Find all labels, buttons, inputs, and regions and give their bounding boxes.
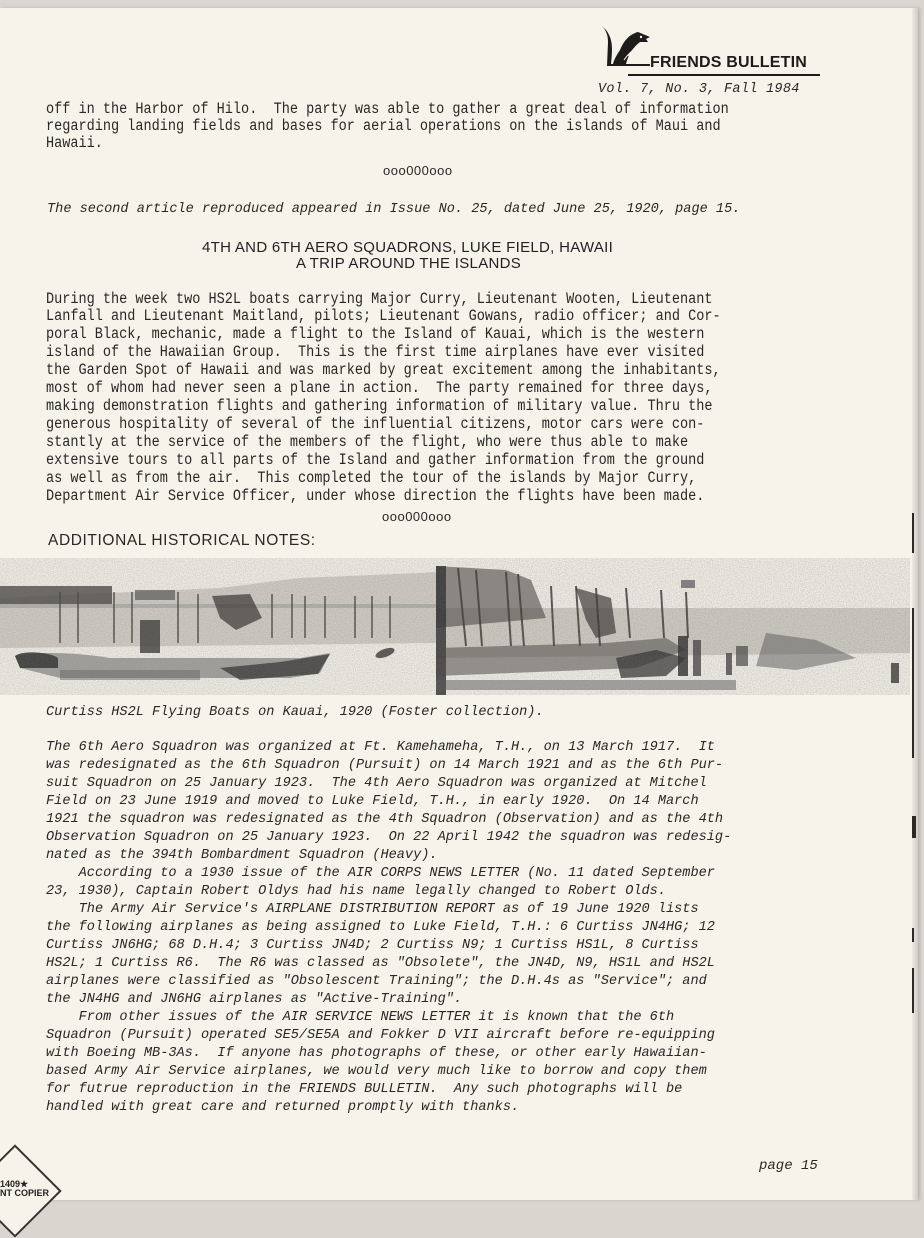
text-line: handled with great care and returned promptly with thanks. [46,1100,520,1115]
text-line: 1921 the squadron was redesignated as the 4th Squadron (Observation) and as the 4th [46,812,724,827]
photo-caption: Curtiss HS2L Flying Boats on Kauai, 1920 (Foster collection). [46,705,544,720]
margin-mark [912,968,914,1013]
text-line: The 6th Aero Squadron was organized at Ft. Kamehameha, T.H., on 13 March 1917. It [46,740,715,755]
page-edge [912,8,918,1200]
stamp-label: NT COPIER [0,1188,50,1198]
text-line: 23, 1930), Captain Robert Oldys had his name legally changed to Robert Olds. [46,884,666,899]
text-line: as well as from the air. This completed the tour of the islands by Major Curry, [46,469,697,487]
text-line: airplanes were classified as "Obsolescent Training"; the D.H.4s as "Service"; and [46,974,707,989]
text-line: for futrue reproduction in the FRIENDS BULLETIN. Any such photographs will be [46,1082,683,1097]
photo-right [436,558,910,695]
eagle-head-icon [598,22,656,76]
margin-mark [912,608,914,758]
text-line: stantly at the service of the members of the flight, who were thus able to make [46,433,689,451]
article-title: 4TH AND 6TH AERO SQUADRONS, LUKE FIELD, HAWAII [202,239,614,256]
text-line: Department Air Service Officer, under whose direction the flights have been made. [46,487,705,505]
notes-heading: ADDITIONAL HISTORICAL NOTES: [48,532,316,549]
text-line: Hawaii. [46,134,103,152]
flying-boat-photo-left [0,558,436,695]
text-line: nated as the 394th Bombardment Squadron (Heavy). [46,848,438,863]
text-line: based Army Air Service airplanes, we would very much like to borrow and copy them [46,1064,707,1079]
bulletin-page [0,8,918,1200]
text-line: From other issues of the AIR SERVICE NEWS LETTER it is known that the 6th [46,1010,675,1025]
text-line: Lanfall and Lieutenant Maitland, pilots; Lieutenant Gowans, radio officer; and Cor- [46,307,721,325]
section-divider: ooo000ooo [383,163,453,178]
text-line: Field on 23 June 1919 and moved to Luke Field, T.H., in early 1920. On 14 March [46,794,699,809]
text-line: was redesignated as the 6th Squadron (Pursuit) on 14 March 1921 and as the 6th Pur- [46,758,724,773]
text-line: the Garden Spot of Hawaii and was marked by great excitement among the inhabitants, [46,361,721,379]
article-subtitle: A TRIP AROUND THE ISLANDS [296,255,522,272]
text-line: regarding landing fields and bases for aerial operations on the islands of Maui and [46,117,721,135]
text-line: the JN4HG and JN6HG airplanes as "Active-Training". [46,992,463,1007]
text-line: poral Black, mechanic, made a flight to the Island of Kauai, which is the western [46,325,705,343]
text-line: The Army Air Service's AIRPLANE DISTRIBUTION REPORT as of 19 June 1920 lists [46,902,699,917]
masthead [598,22,828,102]
text-line: Observation Squadron on 25 January 1923. On 22 April 1942 the squadron was redesig- [46,830,732,845]
text-line: extensive tours to all parts of the Island and gather information from the ground [46,451,705,469]
text-line: most of whom had never seen a plane in action. The party remained for three days, [46,379,713,397]
title-underline [628,74,820,76]
text-line: According to a 1930 issue of the AIR CORPS NEWS LETTER (No. 11 dated September [46,866,715,881]
source-note: The second article reproduced appeared in Issue No. 25, dated June 25, 1920, page 15. [47,202,741,217]
margin-mark [912,816,916,838]
margin-mark [912,513,914,553]
text-line: suit Squadron on 25 January 1923. The 4th Aero Squadron was organized at Mitchel [46,776,707,791]
text-line: the following airplanes as being assigned to Luke Field, T.H.: 6 Curtiss JN4HG; 12 [46,920,715,935]
margin-mark [912,928,914,942]
issue-info: Vol. 7, No. 3, Fall 1984 [598,82,800,97]
text-line: HS2L; 1 Curtiss R6. The R6 was classed as "Obsolete", the JN4D, N9, HS1L and HS2L [46,956,715,971]
text-line: generous hospitality of several of the influential citizens, motor cars were con- [46,415,705,433]
copier-stamp-text [0,1180,49,1198]
text-line: During the week two HS2L boats carrying Major Curry, Lieutenant Wooten, Lieutenant [46,290,713,308]
bulletin-title: FRIENDS BULLETIN [650,54,807,71]
text-line: with Boeing MB-3As. If anyone has photographs of these, or other early Hawaiian- [46,1046,707,1061]
text-line: off in the Harbor of Hilo. The party was able to gather a great deal of information [46,100,729,118]
flying-boat-photo-right [436,558,910,695]
text-line: Squadron (Pursuit) operated SE5/SE5A and Fokker D VII aircraft before re-equipping [46,1028,715,1043]
text-line: island of the Hawaiian Group. This is the first time airplanes have ever visited [46,343,705,361]
section-divider: ooo000ooo [382,509,452,524]
page-number: page 15 [759,1158,818,1174]
text-line: making demonstration flights and gathering information of military value. Thru the [46,397,713,415]
text-line: Curtiss JN6HG; 68 D.H.4; 3 Curtiss JN4D; 2 Curtiss N9; 1 Curtiss HS1L, 8 Curtiss [46,938,699,953]
stamp-number: 1409★ [0,1179,29,1189]
photo-left [0,558,436,695]
